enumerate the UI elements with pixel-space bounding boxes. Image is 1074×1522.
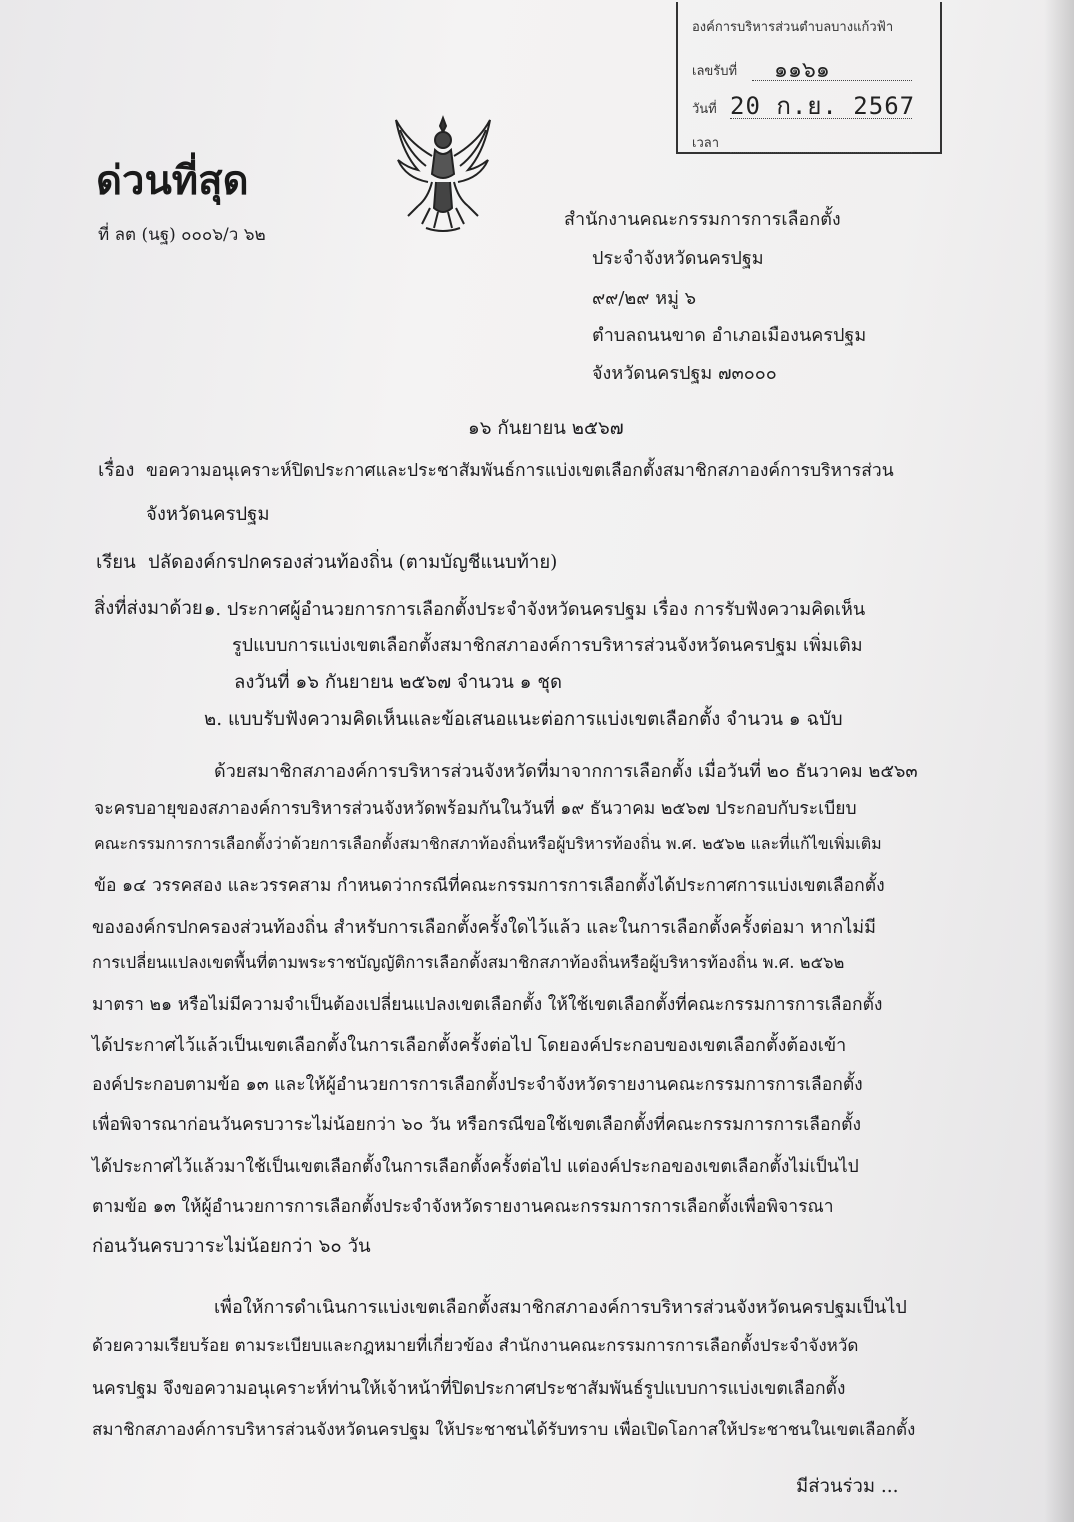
stamp-time-row (692, 132, 912, 153)
para1-line-11: ได้ประกาศไว้แล้วมาใช้เป็นเขตเลือกตั้งในการเลือกตั้งครั้งต่อไป แต่องค์ประกอของเขตเลือกตั้งไม่เป็นไป (92, 1157, 859, 1177)
enclosure-item-1-line-2: รูปแบบการแบ่งเขตเลือกตั้งสมาชิกสภาองค์การบริหารส่วนจังหวัดนครปฐม เพิ่มเติม (232, 635, 863, 656)
document-date: ๑๖ กันยายน ๒๕๖๗ (468, 418, 624, 439)
subject-label: เรื่อง (98, 460, 135, 481)
urgency-heading: ด่วนที่สุด (96, 158, 249, 204)
stamp-date-label: วันที่ (692, 102, 717, 117)
stamp-org: องค์การบริหารส่วนตำบลบางแก้วฟ้า (692, 20, 894, 35)
para1-line-10: เพื่อพิจารณาก่อนวันครบวาระไม่น้อยกว่า ๖๐ วัน หรือกรณีขอใช้เขตเลือกตั้งที่คณะกรรมการการเลือกตั้ง (92, 1115, 861, 1135)
stamp-receive-label: เลขรับที่ (692, 64, 738, 79)
sender-line-4: ตำบลถนนขาด อำเภอเมืองนครปฐม (592, 325, 867, 346)
continuation-text: มีส่วนร่วม ... (796, 1476, 899, 1497)
para2-line-2: ด้วยความเรียบร้อย ตามระเบียบและกฎหมายที่เกี่ยวข้อง สำนักงานคณะกรรมการการเลือกตั้งประจำจังหวัด (92, 1336, 859, 1356)
para1-line-5: ขององค์กรปกครองส่วนท้องถิ่น สำหรับการเลือกตั้งครั้งใดไว้แล้ว และในการเลือกตั้งครั้งต่อมา หากไม่มี (92, 917, 877, 938)
sender-line-5: จังหวัดนครปฐม ๗๓๐๐๐ (592, 363, 777, 384)
para1-line-1: ด้วยสมาชิกสภาองค์การบริหารส่วนจังหวัดที่มาจากการเลือกตั้ง เมื่อวันที่ ๒๐ ธันวาคม ๒๕๖๓ (214, 761, 918, 782)
sender-line-2: ประจำจังหวัดนครปฐม (592, 248, 764, 269)
subject-line-1: ขอความอนุเคราะห์ปิดประกาศและประชาสัมพันธ์การแบ่งเขตเลือกตั้งสมาชิกสภาองค์การบริหารส่วน (146, 461, 894, 481)
stamp-receive-value: ๑๑๖๑ (774, 58, 830, 83)
page-shadow (1044, 0, 1074, 1522)
para1-line-2: จะครบอายุของสภาองค์การบริหารส่วนจังหวัดพร้อมกันในวันที่ ๑๙ ธันวาคม ๒๕๖๗ ประกอบกับระเบียบ (94, 799, 857, 819)
salutation-text: ปลัดองค์กรปกครองส่วนท้องถิ่น (ตามบัญชีแนบท้าย) (148, 552, 558, 573)
para1-line-6: การเปลี่ยนแปลงเขตพื้นที่ตามพระราชบัญญัติการเลือกตั้งสมาชิกสภาท้องถิ่นหรือผู้บริหารท้องถิ่น พ.ศ. ๒๕๖๒ (92, 953, 845, 972)
stamp-time-label: เวลา (692, 136, 720, 151)
para1-line-9: องค์ประกอบตามข้อ ๑๓ และให้ผู้อำนวยการการเลือกตั้งประจำจังหวัดรายงานคณะกรรมการการเลือกตั้ง (92, 1075, 863, 1095)
sender-line-3: ๙๙/๒๙ หมู่ ๖ (592, 288, 697, 309)
para1-line-8: ได้ประกาศไว้แล้วเป็นเขตเลือกตั้งในการเลือกตั้งครั้งต่อไป โดยองค์ประกอบของเขตเลือกตั้งต้องเข้า (92, 1035, 847, 1056)
para2-line-3: นครปฐม จึงขอความอนุเคราะห์ท่านให้เจ้าหน้าที่ปิดประกาศประชาสัมพันธ์รูปแบบการแบ่งเขตเลือกตั้ง (92, 1379, 846, 1399)
para1-line-4: ข้อ ๑๔ วรรคสอง และวรรคสาม กำหนดว่ากรณีที่คณะกรรมการการเลือกตั้งได้ประกาศการแบ่งเขตเลือกตั้ง (94, 876, 885, 896)
para2-line-4: สมาชิกสภาองค์การบริหารส่วนจังหวัดนครปฐม ให้ประชาชนได้รับทราบ เพื่อเปิดโอกาสให้ประชาชนในเขตเลือกตั้ง (92, 1420, 916, 1440)
para1-line-3: คณะกรรมการการเลือกตั้งว่าด้วยการเลือกตั้งสมาชิกสภาท้องถิ่นหรือผู้บริหารท้องถิ่น พ.ศ. ๒๕๖๒ และที่แก้ไขเพิ่มเติม (94, 834, 882, 853)
para1-line-12: ตามข้อ ๑๓ ให้ผู้อำนวยการการเลือกตั้งประจำจังหวัดรายงานคณะกรรมการการเลือกตั้งเพื่อพิจารณา (92, 1197, 834, 1217)
enclosure-item-1-line-1: ๑. ประกาศผู้อำนวยการการเลือกตั้งประจำจังหวัดนครปฐม เรื่อง การรับฟังความคิดเห็น (204, 599, 866, 620)
para2-line-1: เพื่อให้การดำเนินการแบ่งเขตเลือกตั้งสมาชิกสภาองค์การบริหารส่วนจังหวัดนครปฐมเป็นไป (214, 1297, 907, 1318)
enclosure-item-1-line-3: ลงวันที่ ๑๖ กันยายน ๒๕๖๗ จำนวน ๑ ชุด (234, 672, 563, 693)
stamp-date-value: 20 ก.ย. 2567 (730, 92, 916, 120)
garuda-emblem-icon (388, 112, 498, 236)
para1-line-13: ก่อนวันครบวาระไม่น้อยกว่า ๖๐ วัน (92, 1236, 371, 1257)
para1-line-7: มาตรา ๒๑ หรือไม่มีความจำเป็นต้องเปลี่ยนแปลงเขตเลือกตั้ง ให้ใช้เขตเลือกตั้งที่คณะกรรมการการเลือกตั้ง (92, 995, 883, 1015)
subject-line-2: จังหวัดนครปฐม (146, 504, 270, 525)
enclosure-item-2: ๒. แบบรับฟังความคิดเห็นและข้อเสนอแนะต่อการแบ่งเขตเลือกตั้ง จำนวน ๑ ฉบับ (204, 709, 843, 730)
reference-number: ที่ ลต (นฐ) ๐๐๐๖/ว ๖๒ (98, 225, 266, 245)
received-stamp (676, 2, 942, 154)
enclosures-label: สิ่งที่ส่งมาด้วย (94, 598, 203, 619)
salutation-label: เรียน (96, 552, 136, 573)
sender-line-1: สำนักงานคณะกรรมการการเลือกตั้ง (564, 209, 841, 230)
